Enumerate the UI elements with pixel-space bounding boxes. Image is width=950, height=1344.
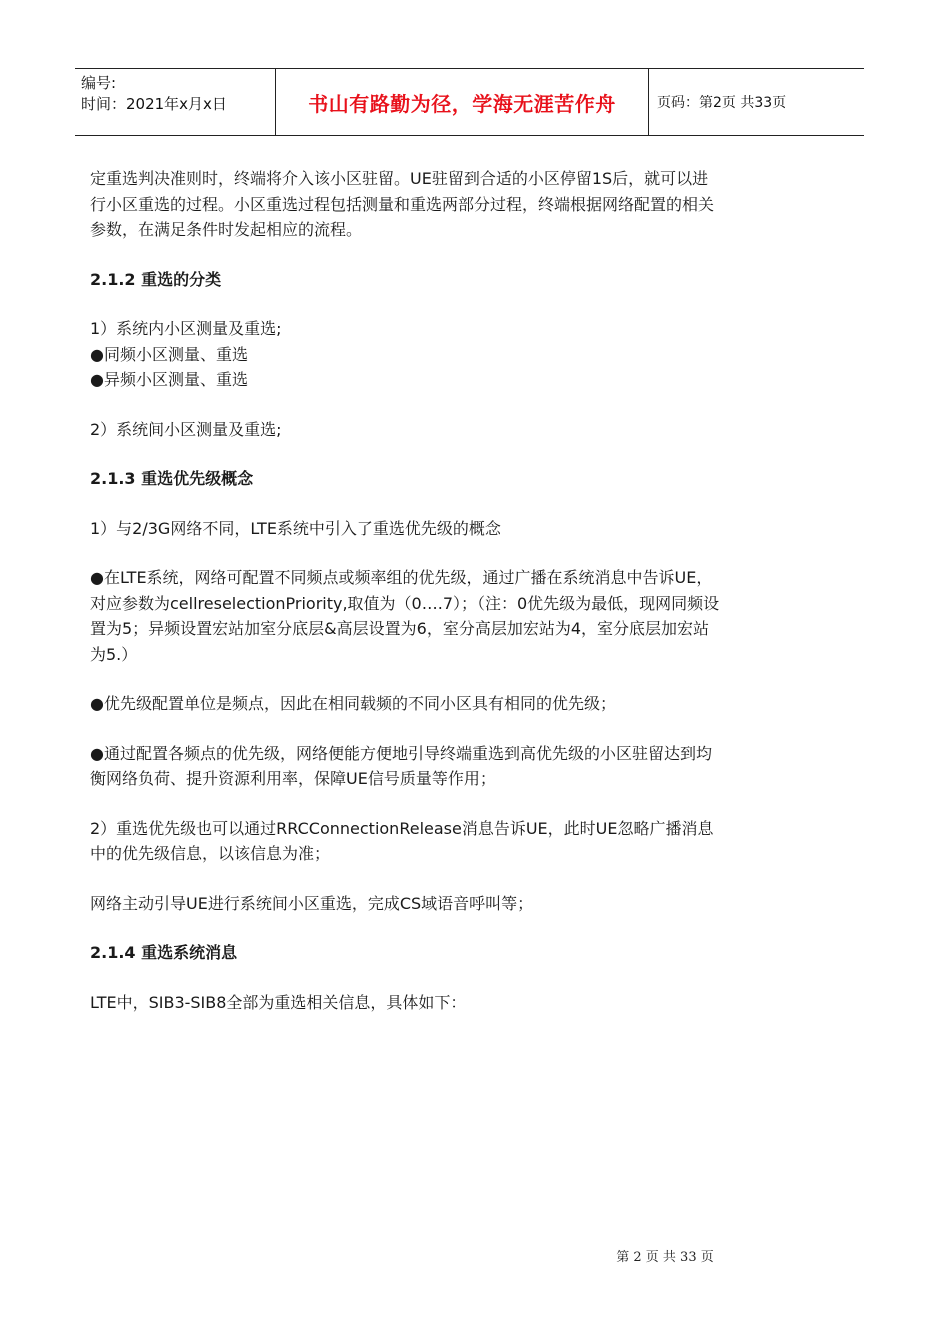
paragraph-line: 中的优先级信息，以该信息为准； xyxy=(90,844,331,863)
paragraph-line: ●异频小区测量、重选 xyxy=(90,370,248,389)
doc-time-label: 时间：2021年x月x日 xyxy=(81,95,227,113)
paragraph-gap xyxy=(90,717,850,741)
paragraph-line: 行小区重选的过程。小区重选过程包括测量和重选两部分过程，终端根据网络配置的相关 xyxy=(90,194,715,214)
paragraph-line: 2）系统间小区测量及重选; xyxy=(90,419,282,439)
header-motto: 书山有路勤为径，学海无涯苦作舟 xyxy=(275,69,649,135)
paragraph-line: 衡网络负荷、提升资源利用率，保障UE信号质量等作用； xyxy=(90,769,496,788)
paragraph-gap xyxy=(90,916,850,940)
paragraph-line: 定重选判决准则时，终端将介入该小区驻留。UE驻留到合适的小区停留1S后，就可以进 xyxy=(90,169,709,188)
paragraph-gap xyxy=(90,867,850,891)
paragraph-gap xyxy=(90,792,850,816)
page-header xyxy=(75,68,864,136)
paragraph-gap xyxy=(90,541,850,565)
header-left-cell xyxy=(75,69,275,135)
paragraph-line: 置为5；异频设置宏站加室分底层&高层设置为6，室分高层加宏站为4，室分底层加宏站 xyxy=(90,619,710,638)
paragraph-line: ●优先级配置单位是频点，因此在相同载频的不同小区具有相同的优先级； xyxy=(90,694,616,713)
paragraph-line: 1）与2/3G网络不同，LTE系统中引入了重选优先级的概念 xyxy=(90,518,501,538)
paragraph-line: ●通过配置各频点的优先级，网络便能方便地引导终端重选到高优先级的小区驻留达到均 xyxy=(90,743,712,763)
paragraph-gap xyxy=(90,442,850,466)
paragraph-gap xyxy=(90,966,850,990)
doc-number-label: 编号: xyxy=(81,74,117,92)
document-body xyxy=(90,166,850,1015)
paragraph-line: ●同频小区测量、重选 xyxy=(90,344,248,364)
paragraph-gap xyxy=(90,243,850,267)
header-page-info: 页码：第2页 共33页 xyxy=(657,95,787,111)
page-footer: 第 2 页 共 33 页 xyxy=(616,1250,714,1265)
paragraph-gap xyxy=(90,492,850,516)
section-heading: 2.1.4 重选系统消息 xyxy=(90,943,238,962)
paragraph-line: ●在LTE系统，网络可配置不同频点或频率组的优先级，通过广播在系统消息中告诉UE， xyxy=(90,568,713,587)
paragraph-line: 参数，在满足条件时发起相应的流程。 xyxy=(90,220,363,239)
paragraph-line: LTE中，SIB3-SIB8全部为重选相关信息，具体如下： xyxy=(90,992,467,1012)
section-heading: 2.1.3 重选优先级概念 xyxy=(90,469,254,488)
paragraph-line: 为5.） xyxy=(90,644,138,664)
paragraph-gap xyxy=(90,292,850,316)
paragraph-gap xyxy=(90,667,850,691)
paragraph-line: 1）系统内小区测量及重选; xyxy=(90,319,282,338)
paragraph-gap xyxy=(90,393,850,417)
paragraph-line: 网络主动引导UE进行系统间小区重选，完成CS域语音呼叫等； xyxy=(90,893,534,913)
paragraph-line: 2）重选优先级也可以通过RRCConnectionRelease消息告诉UE，此时UE忽略广播消息 xyxy=(90,818,714,838)
paragraph-line: 对应参数为cellreselectionPriority,取值为（0….7）；（注：0优先级为最低，现网同频设 xyxy=(90,593,720,613)
section-heading: 2.1.2 重选的分类 xyxy=(90,269,222,289)
